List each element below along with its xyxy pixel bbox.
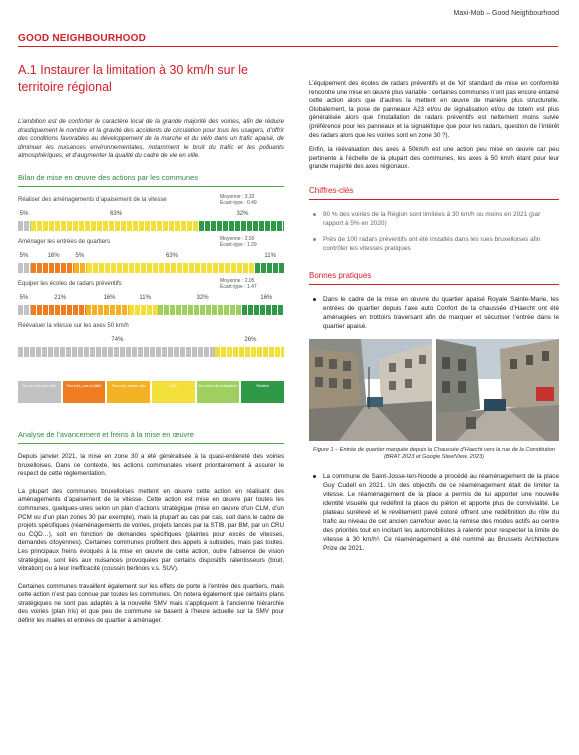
section-divider	[18, 443, 284, 444]
chart-bar	[18, 305, 284, 315]
chart-data-label: 11%	[264, 252, 276, 259]
bonnes-pratiques-list	[309, 295, 559, 331]
chart-bar-segment	[18, 305, 31, 315]
street-photo-right	[436, 339, 559, 441]
legend-item: Nul ou très peu utile	[18, 381, 61, 403]
chart-bar-segment	[31, 221, 199, 231]
chart-bar	[18, 221, 284, 231]
bonnes-pratiques-list-2	[309, 472, 559, 553]
chart-data-label: 11%	[139, 294, 151, 301]
list-item: 90 % des voiries de la Région sont limitées à 30 km/h ou moins en 2021 (par rapport à 5% en 2020)	[309, 210, 559, 228]
header-section-title: GOOD NEIGHBOURHOOD	[18, 33, 147, 44]
chart-bar-segment	[74, 263, 87, 273]
section-title-analyse: Analyse de l’avancement et freins à la mise en œuvre	[18, 429, 194, 439]
legend-item: Pas très, pas d'utilité	[63, 381, 106, 403]
header-document-title: Maxi-Mob – Good Neighbourhood	[453, 10, 559, 17]
page-title: A.1 Instaurer la limitation à 30 km/h sur le territoire régional	[18, 63, 248, 94]
chart-bar-segment	[31, 263, 74, 273]
chart-bar-segment	[86, 305, 128, 315]
chart-row-label: Aménager les entrées de quartiers	[18, 238, 111, 245]
chart-data-label: 16%	[260, 294, 273, 301]
chart-data-label: 21%	[54, 294, 67, 301]
body-paragraph: Enfin, la réévaluation des axes à 50km/h est une action peu mise en œuvre car peu pertinente à l’échelle de la plupart des communes, les axes à 50 km/h étant pour leur grande majorité des axes régionaux.	[309, 146, 559, 171]
chart-bar-segment	[18, 263, 31, 273]
chart-data-label: 32%	[236, 210, 249, 217]
bullet-icon	[313, 238, 316, 241]
bullet-icon	[313, 475, 316, 478]
street-photo-left	[309, 339, 432, 441]
body-paragraph: Depuis janvier 2021, la mise en zone 30 a été généralisée à la quasi-entièreté des voiries bruxelloises. Dans ce contexte, les actions communales visent prioritairement à assurer le respect de cette réglementation.	[18, 452, 284, 478]
section-divider	[18, 186, 284, 187]
chiffres-cles-title: Chiffres-clés	[309, 185, 354, 195]
body-paragraph: La plupart des communes bruxelloises mettent en œuvre cette action en réalisant des aménagements d’apaisement de la vitesse. Cette action est mise en œuvre par toutes les communes, quelques-unes selon un plan d’actions stratégique (mise en œuvre d’un CLM, d’un PCM ou d’un plan zones 30 par exemple), mais la plupart au cas par cas, soit dans le cadre de projets spécifiques (réaménagements de voiries, projets lancés par la STIB, par BM, par un CRU ou CQD…), soit en fonction de demandes spécifiques (plaintes pour excès de vitesses, demandes citoyennes). Certaines communes profitent des appels à subsides, mais pas toutes. Les principaux freins évoqués à la mise en œuvre de cette action, outre l’absence de vision stratégique, sont liés aux nuisances provoquées par certains dispositifs ralentisseurs (bruit, vibration) ou à leur inefficacité (coussin berlinois v.s. SUV).	[18, 487, 284, 573]
chart-bar-segment	[129, 305, 158, 315]
list-item: La commune de Saint-Josse-ten-Noode a procédé au réaménagement de la place Guy Cudell en 2021. Un des objectifs de ce réaménagement était de limiter la vitesse. Le réaménagement de la place a permis de lui apporter une nouvelle identité visuelle qui redéfinit la place du piéton et apporte plus de convivialité. Le plateau surélevé et le revêtement pavé coloré offrent une redéfinition du rôle du trafic au niveau de cet ancien carrefour avec la remise des modes actifs au centre des priorités tout en incitant les automobilistes à ralentir pour respecter la limite de vitesse à 30 km/h³. Ce réaménagement a été nommé au Brussels Architecture Prize de 2021.	[309, 472, 559, 553]
body-paragraph: L’équipement des écoles de radars préventifs et de ‘kit’ standard de mise en conformité rencontre une mise en œuvre plus variable : certaines communes n’ont pas encore entamé cette action alors que d’autres la mettent en œuvre de manière plus structurelle. Globalement, la pose de panneaux A23 et/ou de signalisation et/ou de totem est plus généralisée alors que l’installation de radars préventifs est nettement moins suivie (préférence pour les panneaux et la signalétique que pour les radars, question de l’intérêt des radars alors que les voiries sont en zone 30 ?).	[309, 80, 559, 139]
list-item: Dans le cadre de la mise en œuvre du quartier apaisé Royale Sainte-Marie, les entrées de quartier depuis l’axe auto Confort de la chaussée d’Haecht ont été aménagées en trottoirs traversant afin de marquer et sécuriser l’entrée dans le quartier apaisé.	[309, 295, 559, 331]
bullet-icon	[313, 298, 316, 301]
intro-paragraph: L’ambition est de conforter le caractère local de la grande majorité des voiries, afin de réduire drastiquement le nombre et la gravité des accidents de circulation pour tous les usagers, d’offrir des conditions favorables au développement de la marche et du vélo dans un trafic apaisé, de diminuer les nuisances environnementales, notamment le bruit du trafic et les polluants atmosphériques, et d’augmenter la qualité du cadre de vie en ville.	[18, 118, 284, 160]
chart-data-label: 63%	[165, 252, 178, 259]
chart-data-label: 32%	[196, 294, 209, 301]
chart-bar-segment	[87, 263, 255, 273]
section-divider	[309, 284, 559, 285]
chart-bar-segment	[242, 305, 284, 315]
legend-item: En cours de réalisation	[197, 381, 240, 403]
chart-data-label: 5%	[19, 294, 29, 301]
chart-bar-segment	[215, 347, 284, 357]
chart-data-label: 16%	[47, 252, 60, 259]
photo-row	[309, 339, 559, 441]
chart-data-label: 5%	[75, 252, 85, 259]
body-paragraph: Certaines communes travaillent également sur les effets de porte à l’entrée des quartiers, mais cette action n’est pas connue par toutes les communes. On notera également que certains plans stratégiques ne sont pas adaptés à la nouvelle SMV mais s’appliquent à l’ancienne hiérarchie des voiries (plan Iris) et que peu de commune se basent à l’heure actuelle sur la SMV pour définir les mailles et entrées de quartier à aménager.	[18, 582, 284, 625]
chart-bar-segment	[18, 347, 215, 357]
chart-bar-segment	[18, 221, 31, 231]
chart-data-label: 74%	[111, 336, 124, 343]
chart-bar-segment	[158, 305, 242, 315]
legend-item: Réalisé	[241, 381, 284, 403]
chart-data-label: 63%	[110, 210, 123, 217]
chart-bar-segment	[31, 305, 86, 315]
chart-bar-segment	[255, 263, 284, 273]
stacked-bar-chart	[18, 193, 284, 408]
legend-item: Pas mal, assez utile	[107, 381, 150, 403]
chart-row-stats: Moyenne : 2.50 Écart-type : 1.29	[220, 235, 257, 249]
header-divider	[18, 46, 558, 47]
chiffres-cles-list	[309, 210, 559, 253]
chart-row-label: Réaliser des aménagements d’apaisement de la vitesse	[18, 196, 167, 203]
list-item: Près de 100 radars préventifs ont été installés dans les rues bruxelloises afin contrôler les vitesses pratiques	[309, 235, 559, 253]
chart-data-label: 5%	[19, 210, 29, 217]
bonnes-pratiques-title: Bonnes pratiques	[309, 270, 372, 280]
chart-row-label: Equiper les écoles de radars préventifs	[18, 280, 122, 287]
chart-data-label: 26%	[244, 336, 257, 343]
chart-row-stats: Moyenne : 3.33 Écart-type : 0.49	[220, 193, 257, 207]
left-column	[18, 60, 284, 626]
chart-data-label: 5%	[19, 252, 29, 259]
bullet-icon	[313, 213, 316, 216]
section-divider	[309, 199, 559, 200]
chart-bar	[18, 347, 284, 357]
chart-bar	[18, 263, 284, 273]
chart-legend	[18, 381, 284, 403]
chart-bar-segment	[199, 221, 284, 231]
figure-caption: Figure 1 – Entrée de quartier marquée depuis la Chaussée d’Haecht vers la rue de la Constitution (BRAT 2023 et Google SteetView, 2023)	[313, 446, 555, 461]
chart-row-label: Réévaluer la vitesse sur les axes 50 km/h	[18, 322, 129, 329]
right-column	[309, 80, 559, 560]
chart-row-stats: Moyenne : 2.05 Écart-type : 1.47	[220, 277, 257, 291]
legend-item: Utile	[152, 381, 195, 403]
section-title-bilan: Bilan de mise en œuvre des actions par les communes	[18, 172, 198, 182]
chart-data-label: 16%	[103, 294, 116, 301]
